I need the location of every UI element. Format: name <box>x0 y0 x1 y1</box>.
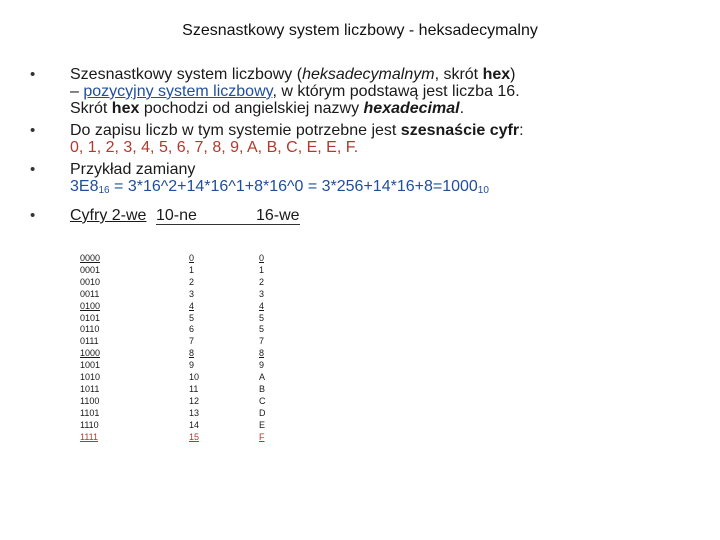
decimal-cell: 15 <box>189 431 200 442</box>
binary-cell: 1010 <box>80 372 101 382</box>
b1-line3-b: pochodzi od angielskiej nazwy <box>139 100 364 117</box>
table-row <box>0 372 720 384</box>
hex-cell: 9 <box>259 360 265 371</box>
hex-cell: 5 <box>259 324 265 335</box>
table-row <box>0 265 720 277</box>
hex-cell: 7 <box>259 336 265 347</box>
b3-label: Przykład zamiany <box>70 161 196 178</box>
b1-mid: , skrót <box>434 66 483 83</box>
binary-cell: 1110 <box>80 419 99 430</box>
header-decimal: 10-ne <box>156 207 256 225</box>
table-row <box>0 313 720 325</box>
binary-cell: 0001 <box>80 264 101 275</box>
digit-list: 0, 1, 2, 3, 4, 5, 6, 7, 8, 9, A, B, C, E, E, F. <box>70 139 359 156</box>
table-row <box>0 384 720 396</box>
table-row <box>0 301 720 313</box>
hex-cell: 2 <box>259 276 265 287</box>
positional-system-link[interactable]: pozycyjny system liczbowy <box>83 83 273 100</box>
bullet-dot-icon: • <box>30 161 36 178</box>
bullet-dot-icon: • <box>30 66 36 83</box>
hex-cell: 5 <box>259 312 265 323</box>
b1-line3-a: Skrót <box>70 100 112 117</box>
hex-cell: 0 <box>259 253 265 263</box>
binary-cell: 1011 <box>80 383 100 394</box>
decimal-cell: 7 <box>189 336 195 347</box>
hex-cell: D <box>259 407 266 418</box>
binary-cell: 1111 <box>80 431 99 442</box>
bullet-dot-icon: • <box>30 207 36 224</box>
bullet-list <box>30 66 700 225</box>
binary-cell: 0011 <box>80 288 100 299</box>
binary-cell: 1001 <box>80 360 101 371</box>
binary-cell: 1100 <box>80 395 100 406</box>
hex-cell: A <box>259 372 266 382</box>
binary-cell: 0000 <box>80 253 101 263</box>
binary-cell: 0101 <box>80 312 101 323</box>
conversion-example <box>70 178 489 195</box>
decimal-cell: 4 <box>189 300 195 311</box>
decimal-cell: 2 <box>189 276 195 287</box>
decimal-cell: 3 <box>189 288 195 299</box>
table-row <box>0 336 720 348</box>
decimal-cell: 8 <box>189 348 195 359</box>
table-row <box>0 253 720 265</box>
hex-cell: 3 <box>259 288 265 299</box>
decimal-cell: 0 <box>189 253 195 263</box>
decimal-cell: 6 <box>189 324 195 335</box>
hex-cell: C <box>259 395 266 406</box>
bullet-dot-icon: • <box>30 122 36 139</box>
decimal-cell: 5 <box>189 312 195 323</box>
b1-dash: – <box>70 83 84 100</box>
table-row <box>0 289 720 301</box>
b1-line3-bold: hex <box>111 100 140 117</box>
binary-cell: 0111 <box>80 336 99 347</box>
table-row <box>0 277 720 289</box>
b1-intro: Szesnastkowy system liczbowy ( <box>70 66 303 83</box>
binary-cell: 0100 <box>80 300 101 311</box>
binary-cell: 0110 <box>80 324 100 335</box>
decimal-cell: 9 <box>189 360 195 371</box>
bullet-definition <box>30 66 700 117</box>
table-row <box>0 408 720 420</box>
hex-cell: F <box>259 431 265 442</box>
header-binary: Cyfry 2-we <box>70 207 147 224</box>
b1-rest: , w którym podstawą jest liczba 16. <box>272 83 520 100</box>
page-title: Szesnastkowy system liczbowy - heksadecymalny <box>182 22 538 39</box>
decimal-cell: 14 <box>189 419 200 430</box>
table-row <box>0 324 720 336</box>
table-row <box>0 396 720 408</box>
table-row <box>0 432 720 444</box>
table-row <box>0 360 720 372</box>
hex-cell: 1 <box>259 264 265 275</box>
b2-bold: szesnaście cyfr <box>400 122 520 139</box>
binary-cell: 0010 <box>80 276 101 287</box>
hex-cell: E <box>259 419 266 430</box>
bullet-example <box>30 161 700 195</box>
b1-line3-end: . <box>459 100 465 117</box>
binary-cell: 1101 <box>80 407 100 418</box>
table-header <box>70 207 300 225</box>
decimal-cell: 1 <box>189 264 195 275</box>
example-number: 3E8 <box>70 178 99 195</box>
b1-italic-term: heksadecymalnym <box>302 66 435 83</box>
decimal-cell: 11 <box>189 383 199 394</box>
b1-close: ) <box>510 66 516 83</box>
table-row <box>0 348 720 360</box>
hex-cell: 8 <box>259 348 265 359</box>
b1-line3-ital: hexadecimal <box>363 100 460 117</box>
decimal-cell: 12 <box>189 395 200 406</box>
b1-bold-hex: hex <box>482 66 511 83</box>
table-row <box>0 420 720 432</box>
hex-cell: 4 <box>259 300 265 311</box>
header-hex: 16-we <box>256 207 300 224</box>
b2-text: Do zapisu liczb w tym systemie potrzebne jest <box>70 122 401 139</box>
binary-cell: 1000 <box>80 348 101 359</box>
decimal-cell: 10 <box>189 372 200 382</box>
b2-colon: : <box>519 122 524 139</box>
result-base: 10 <box>477 185 489 196</box>
example-rest: = 3*16^2+14*16^1+8*16^0 = 3*256+14*16+8=1000 <box>109 178 478 195</box>
hex-cell: B <box>259 383 266 394</box>
bullet-table-header <box>30 207 700 225</box>
decimal-cell: 13 <box>189 407 200 418</box>
bullet-digits <box>30 122 700 156</box>
example-base: 16 <box>98 185 110 196</box>
